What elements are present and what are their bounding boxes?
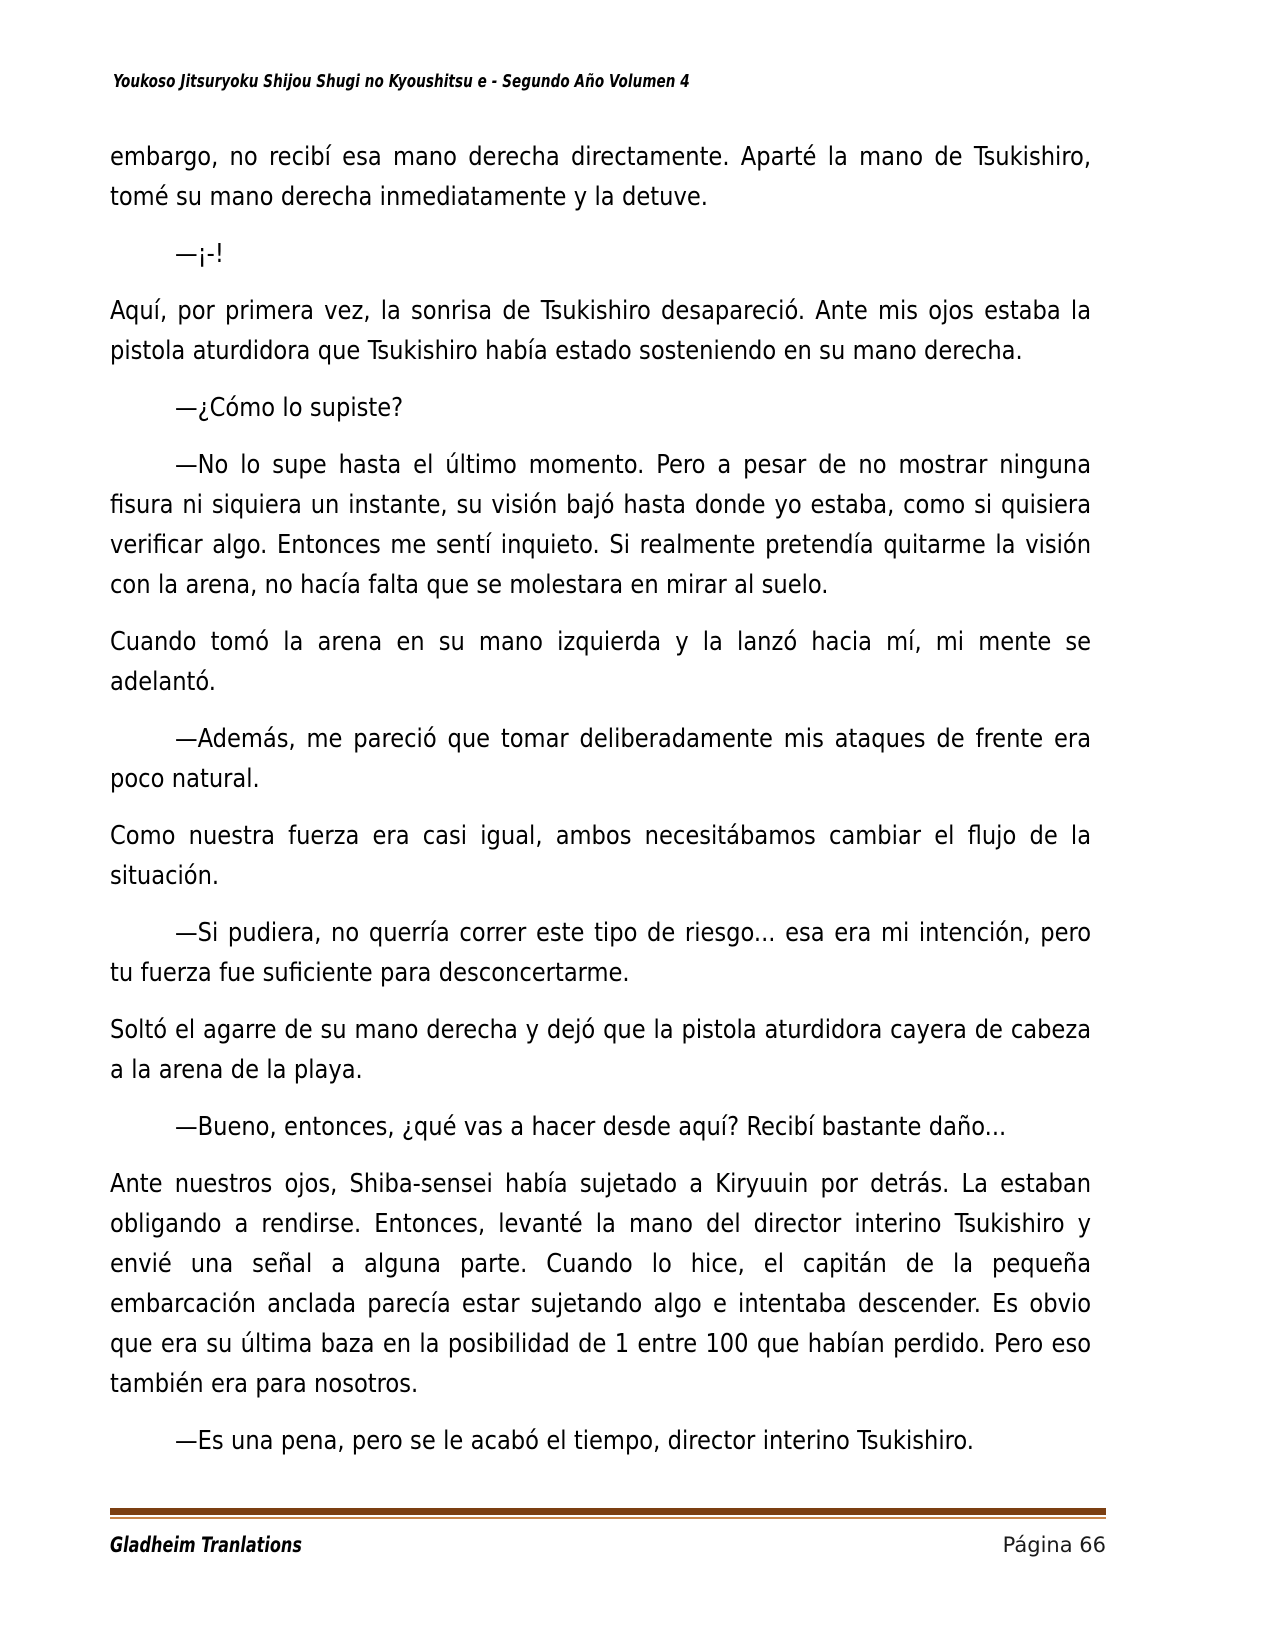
body-paragraph: Soltó el agarre de su mano derecha y dejó que la pistola aturdidora cayera de cabeza a la arena de la playa. — [110, 1015, 1092, 1085]
body-paragraph: Ante nuestros ojos, Shiba-sensei había sujetado a Kiryuuin por detrás. La estaban obligando a rendirse. Entonces, levanté la mano del director interino Tsukishiro y envié una señal a alguna parte. Cuando lo hice, el capitán de la pequeña embarcación anclada parecía estar sujetando algo e intentaba descender. Es obvio que era su última baza en la posibilidad de 1 entre 100 que habían perdido. Pero eso también era para nosotros. — [110, 1169, 1092, 1399]
footer-brand-label: Gladheim Tranlations — [110, 1533, 302, 1557]
dialogue-line: —No lo supe hasta el último momento. Pero a pesar de no mostrar ninguna fisura ni siquiera un instante, su visión bajó hasta donde yo estaba, como si quisiera verificar algo. Entonces me sentí inquieto. Si realmente pretendía quitarme la visión con la arena, no hacía falta que se molestara en mirar al suelo. — [110, 450, 1092, 600]
page-number-label: Página 66 — [1002, 1533, 1106, 1557]
footer-rule-thick — [110, 1508, 1106, 1515]
body-paragraph: Cuando tomó la arena en su mano izquierda y la lanzó hacia mí, mi mente se adelantó. — [110, 627, 1092, 697]
dialogue-line: —Bueno, entonces, ¿qué vas a hacer desde aquí? Recibí bastante daño... — [175, 1112, 1007, 1142]
dialogue-line: —¿Cómo lo supiste? — [175, 393, 404, 423]
dialogue-line: —Además, me pareció que tomar deliberadamente mis ataques de frente era poco natural. — [110, 724, 1092, 794]
dialogue-line: —Es una pena, pero se le acabó el tiempo, director interino Tsukishiro. — [175, 1426, 974, 1456]
dialogue-line: —¡-! — [175, 239, 224, 269]
document-footer — [110, 1508, 1106, 1557]
footer-rule-thin — [110, 1517, 1106, 1519]
footer-row — [110, 1533, 1106, 1557]
body-paragraph: Como nuestra fuerza era casi igual, ambos necesitábamos cambiar el flujo de la situación. — [110, 821, 1092, 891]
body-paragraph: Aquí, por primera vez, la sonrisa de Tsukishiro desapareció. Ante mis ojos estaba la pistola aturdidora que Tsukishiro había estado sosteniendo en su mano derecha. — [110, 296, 1092, 366]
document-header — [113, 72, 1113, 92]
dialogue-line: —Si pudiera, no querría correr este tipo de riesgo... esa era mi intención, pero tu fuerza fue suficiente para desconcertarme. — [110, 918, 1092, 988]
header-title: Youkoso Jitsuryoku Shijou Shugi no Kyoushitsu e - Segundo Año Volumen 4 — [113, 72, 690, 92]
body-paragraph: embargo, no recibí esa mano derecha directamente. Aparté la mano de Tsukishiro, tomé su mano derecha inmediatamente y la detuve. — [110, 142, 1092, 212]
document-body — [110, 137, 1106, 1478]
